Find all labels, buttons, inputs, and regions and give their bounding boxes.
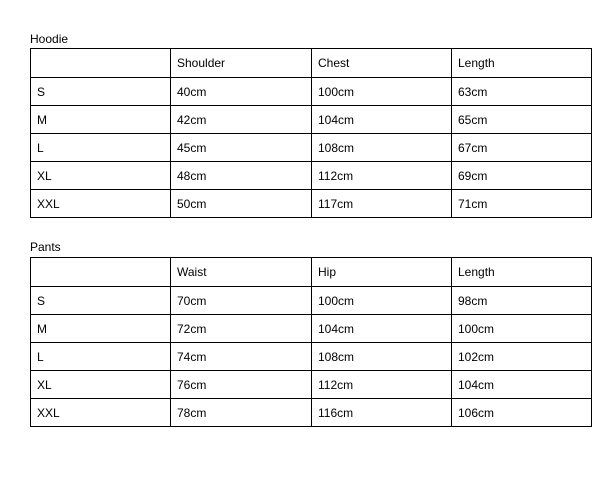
shoulder-cell: 50cm — [171, 190, 312, 218]
pants-header-hip: Hip — [312, 258, 452, 287]
hip-cell: 116cm — [312, 399, 452, 427]
hoodie-header-size — [31, 49, 171, 78]
hip-cell: 108cm — [312, 343, 452, 371]
table-row — [31, 399, 592, 427]
shoulder-cell: 42cm — [171, 106, 312, 134]
length-cell: 98cm — [452, 287, 592, 315]
table-row — [31, 371, 592, 399]
size-label: XL — [31, 162, 171, 190]
waist-cell: 72cm — [171, 315, 312, 343]
waist-cell: 78cm — [171, 399, 312, 427]
hoodie-section-title: Hoodie — [30, 32, 69, 46]
size-label: L — [31, 134, 171, 162]
length-cell: 63cm — [452, 78, 592, 106]
pants-header-length: Length — [452, 258, 592, 287]
length-cell: 106cm — [452, 399, 592, 427]
hip-cell: 112cm — [312, 371, 452, 399]
chest-cell: 108cm — [312, 134, 452, 162]
hip-cell: 104cm — [312, 315, 452, 343]
size-label: XXL — [31, 190, 171, 218]
length-cell: 65cm — [452, 106, 592, 134]
size-label: L — [31, 343, 171, 371]
chest-cell: 112cm — [312, 162, 452, 190]
table-row — [31, 78, 592, 106]
table-row — [31, 162, 592, 190]
shoulder-cell: 40cm — [171, 78, 312, 106]
chest-cell: 100cm — [312, 78, 452, 106]
pants-header-waist: Waist — [171, 258, 312, 287]
hoodie-header-shoulder: Shoulder — [171, 49, 312, 78]
size-label: S — [31, 78, 171, 106]
size-label: M — [31, 315, 171, 343]
length-cell: 104cm — [452, 371, 592, 399]
table-row — [31, 343, 592, 371]
waist-cell: 70cm — [171, 287, 312, 315]
chest-cell: 104cm — [312, 106, 452, 134]
pants-header-row — [31, 258, 592, 287]
length-cell: 71cm — [452, 190, 592, 218]
table-row — [31, 106, 592, 134]
length-cell: 67cm — [452, 134, 592, 162]
hip-cell: 100cm — [312, 287, 452, 315]
table-row — [31, 315, 592, 343]
waist-cell: 76cm — [171, 371, 312, 399]
size-label: S — [31, 287, 171, 315]
size-label: M — [31, 106, 171, 134]
pants-header-size — [31, 258, 171, 287]
length-cell: 102cm — [452, 343, 592, 371]
table-row — [31, 190, 592, 218]
pants-size-table — [30, 257, 592, 427]
hoodie-header-chest: Chest — [312, 49, 452, 78]
hoodie-size-table — [30, 48, 592, 218]
shoulder-cell: 48cm — [171, 162, 312, 190]
length-cell: 69cm — [452, 162, 592, 190]
hoodie-header-row — [31, 49, 592, 78]
waist-cell: 74cm — [171, 343, 312, 371]
table-row — [31, 134, 592, 162]
size-label: XL — [31, 371, 171, 399]
chest-cell: 117cm — [312, 190, 452, 218]
hoodie-header-length: Length — [452, 49, 592, 78]
table-row — [31, 287, 592, 315]
shoulder-cell: 45cm — [171, 134, 312, 162]
size-label: XXL — [31, 399, 171, 427]
length-cell: 100cm — [452, 315, 592, 343]
pants-section-title: Pants — [30, 240, 61, 254]
